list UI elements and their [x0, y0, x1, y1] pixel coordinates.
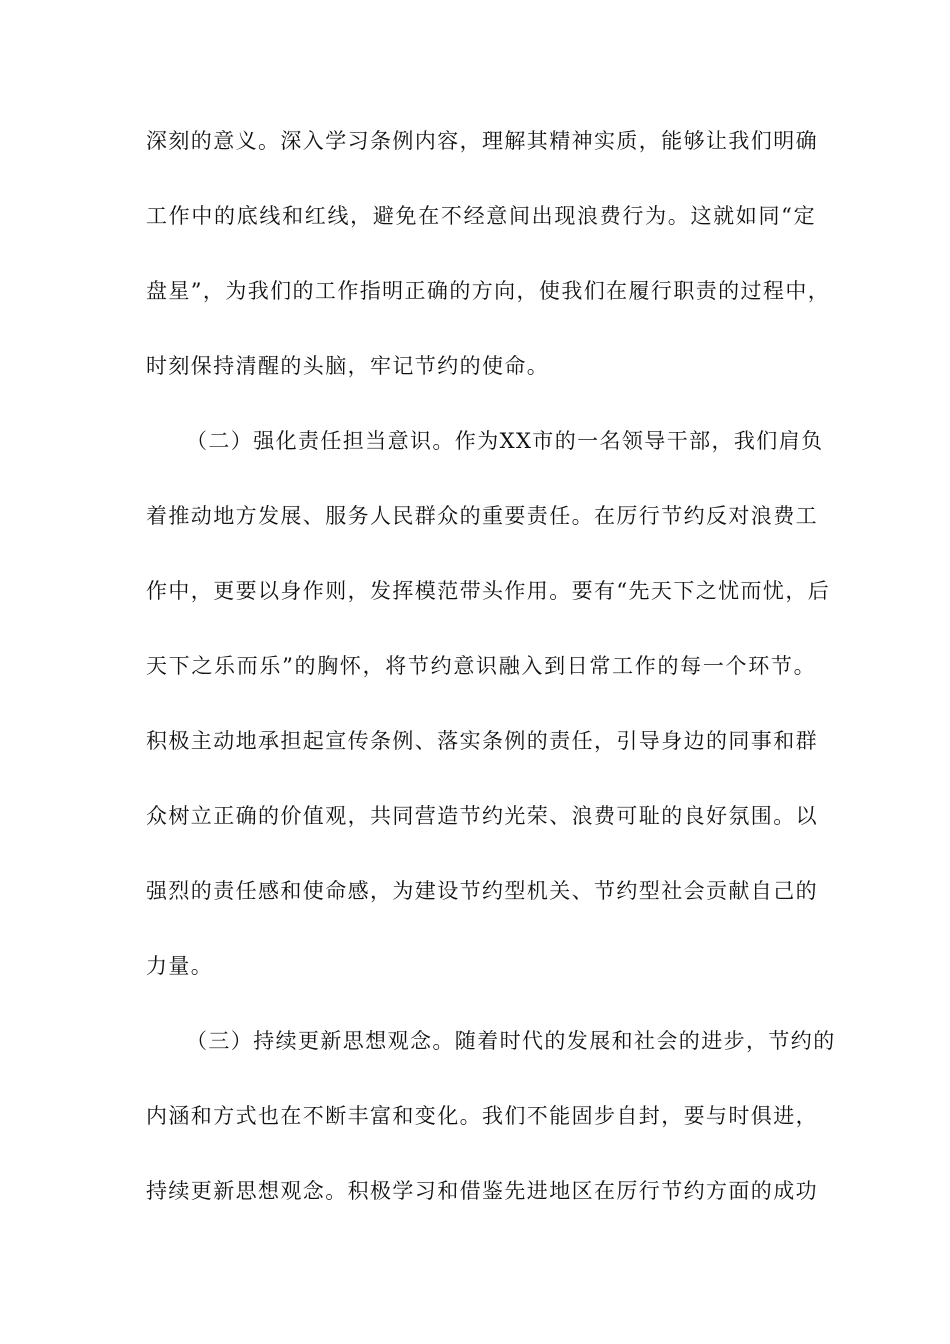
paragraph-line: 持续更新思想观念。积极学习和借鉴先进地区在厉行节约方面的成功: [146, 1179, 818, 1203]
paragraph-line: 内涵和方式也在不断丰富和变化。我们不能固步自封，要与时俱进，: [146, 1104, 818, 1128]
section-heading-line: （三）持续更新思想观念。随着时代的发展和社会的进步，节约的: [186, 1029, 836, 1053]
paragraph-line: 盘星”，为我们的工作指明正确的方向，使我们在履行职责的过程中，: [146, 279, 831, 303]
paragraph-line: 着推动地方发展、服务人民群众的重要责任。在厉行节约反对浪费工: [146, 504, 818, 528]
paragraph-line: 众树立正确的价值观，共同营造节约光荣、浪费可耻的良好氛围。以: [146, 804, 818, 828]
paragraph-line: 深刻的意义。深入学习条例内容，理解其精神实质，能够让我们明确: [146, 129, 818, 153]
paragraph-line: 作中，更要以身作则，发挥模范带头作用。要有“先天下之忧而忧，后: [146, 579, 831, 603]
paragraph-line: 工作中的底线和红线，避免在不经意间出现浪费行为。这就如同“定: [146, 204, 816, 228]
section-heading-line: （二）强化责任担当意识。作为XX市的一名领导干部，我们肩负: [186, 429, 824, 453]
paragraph-line: 时刻保持清醒的头脑，牢记节约的使命。: [146, 354, 550, 378]
paragraph-line: 积极主动地承担起宣传条例、落实条例的责任，引导身边的同事和群: [146, 729, 818, 753]
paragraph-line: 力量。: [146, 954, 214, 978]
paragraph-line: 天下之乐而乐”的胸怀，将节约意识融入到日常工作的每一个环节。: [146, 654, 816, 678]
paragraph-line: 强烈的责任感和使命感，为建设节约型机关、节约型社会贡献自己的: [146, 879, 818, 903]
